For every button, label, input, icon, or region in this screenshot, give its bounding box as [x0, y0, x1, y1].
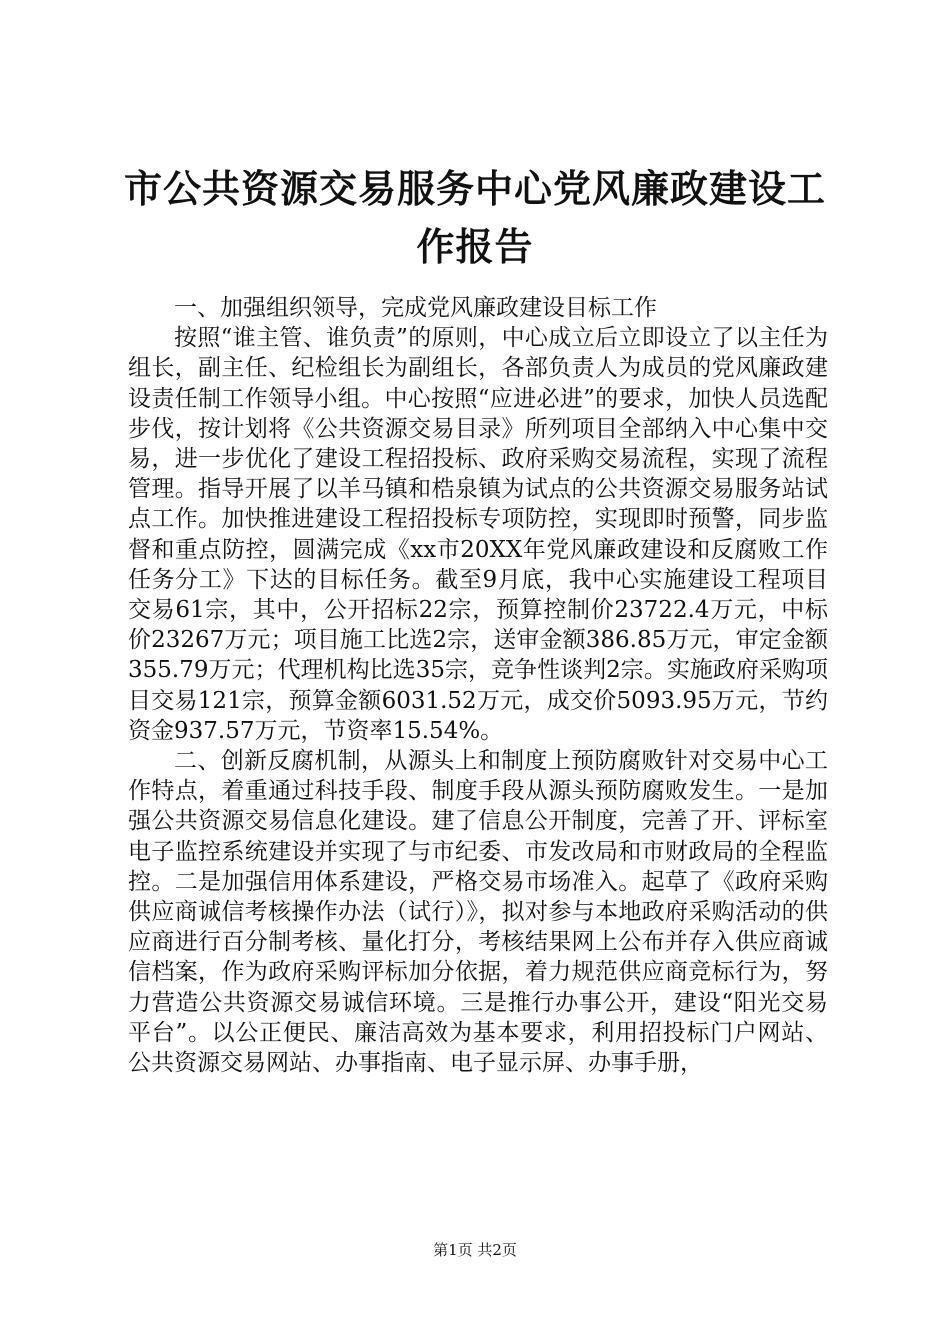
document-body — [128, 293, 828, 1078]
document-title: 市公共资源交易服务中心党风廉政建设工作报告 — [123, 166, 826, 269]
section-heading-1: 一、加强组织领导，完成党风廉政建设目标工作 — [174, 295, 657, 321]
section-heading-2-paragraph: 二、创新反腐机制，从源头上和制度上预防腐败针对交易中心工作特点，着重通过科技手段、制度手段从源头预防腐败发生。一是加强公共资源交易信息化建设。建了信息公开制度，完善了开、评标室电子监控系统建设并实现了与市纪委、市发改局和市财政局的全程监控。二是加强信用体系建设，严格交易市场准入。起草了《政府采购供应商诚信考核操作办法（试行）》，拟对参与本地政府采购活动的供应商进行百分制考核、量化打分，考核结果网上公布并存入供应商诚信档案，作为政府采购评标加分依据，着力规范供应商竞标行为，努力营造公共资源交易诚信环境。三是推行办事公开，建设“阳光交易平台”。以公正便民、廉洁高效为基本要求，利用招投标门户网站、公共资源交易网站、办事指南、电子显示屏、办事手册， — [128, 748, 828, 1077]
page-footer: 第1页 共2页 — [433, 1241, 517, 1259]
body-paragraph-1: 按照“谁主管、谁负责”的原则，中心成立后立即设立了以主任为组长，副主任、纪检组长为副组长，各部负责人为成员的党风廉政建设责任制工作领导小组。中心按照“应进必进”的要求，加快人员选配步伐，按计划将《公共资源交易目录》所列项目全部纳入中心集中交易，进一步优化了建设工程招投标、政府采购交易流程，实现了流程管理。指导开展了以羊马镇和梏泉镇为试点的公共资源交易服务站试点工作。加快推进建设工程招投标专项防控，实现即时预警，同步监督和重点防控，圆满完成《xx市20XX年党风廉政建设和反腐败工作任务分工》下达的目标任务。截至9月底，我中心实施建设工程项目交易61宗，其中，公开招标22宗，预算控制价23722.4万元，中标价23267万元；项目施工比选2宗，送审金额386.85万元，审定金额355.79万元；代理机构比选35宗，竞争性谈判2宗。实施政府采购项目交易121宗，预算金额6031.52万元，成交价5093.95万元，节约资金937.57万元，节资率15.54%。 — [128, 325, 828, 744]
